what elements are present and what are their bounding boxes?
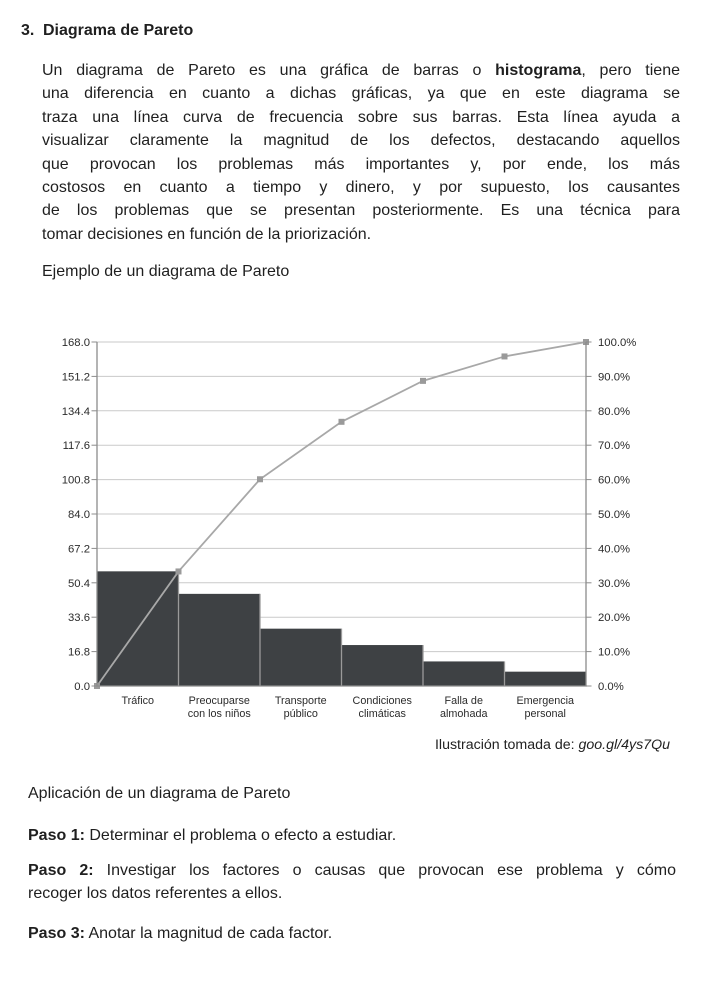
right-axis-tick-label: 90.0% <box>598 371 631 384</box>
left-axis-tick-label: 67.2 <box>68 543 90 556</box>
caption-source: goo.gl/4ys7Qu <box>578 737 670 753</box>
category-label: público <box>283 708 318 720</box>
right-axis-tick-label: 20.0% <box>598 612 631 625</box>
category-label: personal <box>524 708 566 720</box>
pareto-chart <box>0 330 705 730</box>
left-axis-tick-label: 117.6 <box>62 440 90 453</box>
right-axis-tick-label: 0.0% <box>598 681 624 693</box>
right-axis-tick-label: 40.0% <box>598 543 631 556</box>
right-axis-tick-label: 80.0% <box>598 405 631 418</box>
left-axis-tick-label: 134.4 <box>61 405 90 418</box>
category-label: Emergencia <box>516 695 575 707</box>
text-line: visualizar claramente la magnitud de los defectos, destacando aquellos <box>42 132 680 150</box>
text-line: que provocan los problemas más importantes y, por ende, los más <box>42 155 680 173</box>
left-axis-tick-label: 168.0 <box>61 337 90 349</box>
category-label: Preocuparse <box>188 695 250 707</box>
category-label: almohada <box>440 708 488 720</box>
right-axis-tick-label: 70.0% <box>598 440 631 453</box>
cumulative-marker <box>176 568 182 574</box>
left-axis-tick-label: 151.2 <box>61 371 90 384</box>
bar <box>505 672 587 686</box>
caption-prefix: Ilustración tomada de: <box>434 737 579 753</box>
left-axis-tick-label: 16.8 <box>68 646 90 659</box>
cumulative-marker <box>257 476 263 482</box>
heading-number: 3. <box>21 22 35 39</box>
text-line: traza una línea curva de frecuencia sobre sus barras. Esta línea ayuda a <box>42 108 680 126</box>
intro-paragraph <box>42 59 680 246</box>
left-axis-tick-label: 84.0 <box>68 509 90 521</box>
left-axis-tick-label: 33.6 <box>68 612 90 625</box>
bar <box>423 661 505 686</box>
step-paragraph-1 <box>28 824 676 847</box>
pareto-chart-figure <box>0 330 705 730</box>
text-line: de los problemas que se presentan posteriormente. Es una técnica para <box>42 202 680 220</box>
cumulative-marker <box>339 419 345 425</box>
cumulative-marker <box>420 378 426 384</box>
category-label: con los niños <box>187 708 251 720</box>
text-line: Paso 2: Investigar los factores o causas que provocan ese problema y cómo <box>28 862 676 879</box>
left-axis-tick-label: 100.8 <box>61 474 90 487</box>
bar <box>179 594 261 686</box>
text-line: Paso 1: Determinar el problema o efecto a estudiar. <box>28 827 397 844</box>
text-line: recoger los datos referentes a ellos. <box>28 885 283 903</box>
bar <box>342 645 424 686</box>
category-label: Falla de <box>444 695 483 707</box>
left-axis-tick-label: 0.0 <box>74 681 90 693</box>
text-line: Un diagrama de Pareto es una gráfica de barras o histograma, pero tiene <box>42 62 680 79</box>
bar <box>260 629 342 686</box>
category-label: Condiciones <box>352 695 412 707</box>
right-axis-tick-label: 50.0% <box>598 509 631 521</box>
heading-title: Diagrama de Pareto <box>43 22 194 39</box>
step-paragraph-3 <box>28 922 676 945</box>
text-line: Paso 3: Anotar la magnitud de cada factor. <box>28 925 333 942</box>
example-label: Ejemplo de un diagrama de Pareto <box>42 263 290 280</box>
left-axis-tick-label: 50.4 <box>68 577 90 590</box>
cumulative-marker <box>502 353 508 359</box>
right-axis-tick-label: 30.0% <box>598 577 631 590</box>
text-line: tomar decisiones en función de la priorización. <box>42 225 372 243</box>
chart-caption <box>0 737 670 753</box>
right-axis-tick-label: 100.0% <box>598 337 637 349</box>
application-label: Aplicación de un diagrama de Pareto <box>28 785 291 802</box>
category-label: climáticas <box>358 708 406 720</box>
step-paragraph-2 <box>28 859 676 906</box>
text-line: una diferencia en cuanto a dichas gráficas, ya que en este diagrama se <box>42 85 680 103</box>
right-axis-tick-label: 10.0% <box>598 646 631 659</box>
category-label: Tráfico <box>121 695 155 707</box>
text-line: costosos en cuanto a tiempo y dinero, y por supuesto, los causantes <box>42 179 680 197</box>
section-heading <box>21 22 193 40</box>
category-label: Transporte <box>274 695 327 707</box>
right-axis-tick-label: 60.0% <box>598 474 631 487</box>
